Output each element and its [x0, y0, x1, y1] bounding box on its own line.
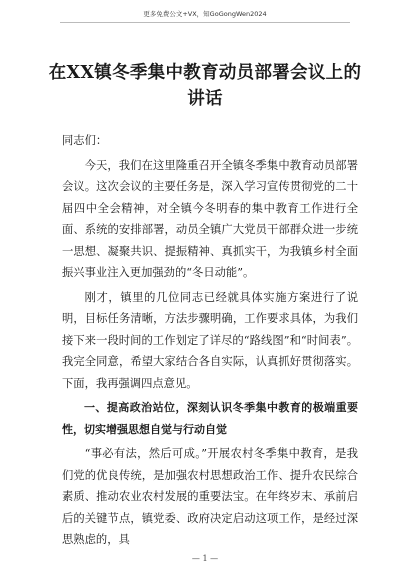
- page-number: — 1 —: [191, 554, 219, 563]
- salutation: 同志们：: [62, 134, 108, 147]
- section-heading: 一、提高政治站位，深刻认识冬季集中教育的极端重要性，切实增强思想自觉与行动自觉: [62, 401, 358, 436]
- paragraph: “事必有法，然后可成。”开展农村冬季集中教育，是我们党的优良传统，是加强农村思想政治工作、提升农民综合素质、推动农业农村发展的重要法宝。在年终岁末、承前启后的关键节点，镇党委、政府决定启动这项工作，是经过深思熟虑的，具: [62, 447, 358, 546]
- header-note: 更多免费公文+VX，知GoGongWen2024: [143, 10, 267, 18]
- paragraph: 刚才，镇里的几位同志已经就具体实施方案进行了说明，目标任务清晰，方法步骤明确，工作要求具体，为我们接下来一段时间的工作划定了详尽的“路线图”和“时间表”。我完全同意，希望大家结合各自实际，认真抓好贯彻落实。下面，我再强调四点意见。: [62, 290, 358, 390]
- header-divider: [60, 22, 350, 23]
- document-body: [62, 130, 358, 551]
- document-title: 在XX镇冬季集中教育动员部署会议上的讲话: [48, 63, 362, 109]
- paragraph: 今天，我们在这里隆重召开全镇冬季集中教育动员部署会议。这次会议的主要任务是，深入学习宣传贯彻党的二十届四中全会精神，对全镇今冬明春的集中教育工作进行全面、系统的安排部署，动员全镇广大党员干部群众进一步统一思想、凝聚共识、提振精神、真抓实干，为我镇乡村全面振兴事业注入更加强劲的“冬日动能”。: [62, 158, 358, 279]
